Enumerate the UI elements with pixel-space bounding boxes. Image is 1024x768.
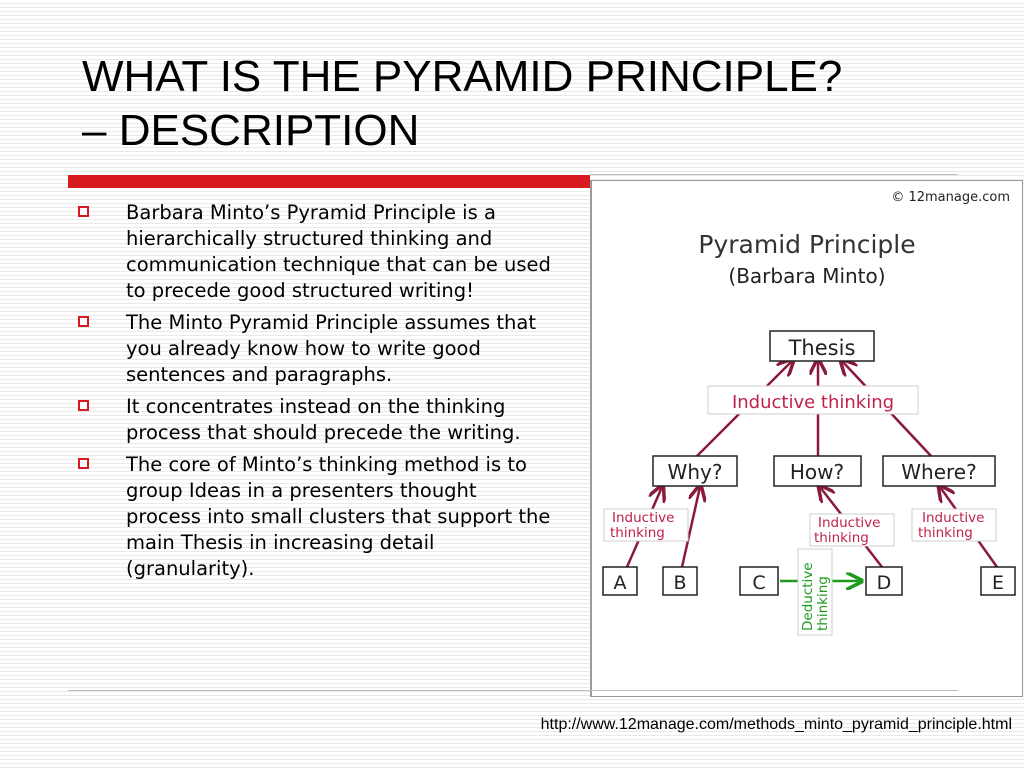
- square-bullet-icon: [78, 400, 89, 411]
- leaf-c-label: C: [752, 572, 766, 594]
- title-divider-red: [68, 175, 590, 188]
- bullet-text: The core of Minto’s thinking method is to group Ideas in a presenters thought process into small clusters that support the main Thesis in increasing detail (granularity).: [126, 453, 551, 580]
- leaf-d-label: D: [876, 572, 892, 594]
- leaf-e-label: E: [991, 572, 1005, 594]
- bottom-divider: [68, 690, 958, 691]
- copyright-label: © 12manage.com: [891, 190, 1010, 205]
- bullet-item: [76, 394, 556, 446]
- leaf-a-label: A: [613, 572, 627, 594]
- inductive-label-where-line2: thinking: [918, 525, 973, 541]
- bullet-item: [76, 452, 556, 582]
- diagram-title: Pyramid Principle: [698, 230, 916, 259]
- pyramid-diagram: [590, 180, 1023, 697]
- square-bullet-icon: [78, 316, 89, 327]
- leaf-b-label: B: [673, 572, 687, 594]
- inductive-label-why-line1: Inductive: [612, 510, 675, 526]
- bullet-text: Barbara Minto’s Pyramid Principle is a hierarchically structured thinking and communication technique that can be used to precede good structured writing!: [126, 201, 551, 302]
- deductive-label-line2: thinking: [815, 576, 831, 631]
- diagram-subtitle: (Barbara Minto): [728, 264, 886, 288]
- bullet-item: [76, 200, 556, 304]
- where-label: Where?: [901, 460, 977, 484]
- how-label: How?: [789, 460, 845, 484]
- inductive-label-how-line1: Inductive: [818, 515, 881, 531]
- bullet-list: [76, 200, 556, 588]
- inductive-label-where-line1: Inductive: [922, 510, 985, 526]
- slide-title-line1: WHAT IS THE PYRAMID PRINCIPLE?: [82, 52, 843, 101]
- inductive-label-why-line2: thinking: [610, 525, 665, 541]
- pyramid-diagram-svg: [592, 181, 1023, 696]
- thesis-label: Thesis: [788, 336, 856, 360]
- square-bullet-icon: [78, 458, 89, 469]
- source-url: http://www.12manage.com/methods_minto_pyramid_principle.html: [540, 716, 1012, 733]
- bullet-text: It concentrates instead on the thinking process that should precede the writing.: [126, 395, 521, 444]
- deductive-label-line1: Deductive: [800, 562, 816, 631]
- slide-title: [82, 50, 982, 158]
- bullet-text: The Minto Pyramid Principle assumes that you already know how to write good sentences and paragraphs.: [126, 311, 537, 386]
- inductive-thinking-label-top: Inductive thinking: [731, 392, 895, 413]
- inductive-label-how-line2: thinking: [814, 530, 869, 546]
- slide-title-line2: – DESCRIPTION: [82, 106, 420, 155]
- square-bullet-icon: [78, 206, 89, 217]
- title-divider-line: [590, 174, 958, 175]
- why-label: Why?: [667, 460, 723, 484]
- bullet-item: [76, 310, 556, 388]
